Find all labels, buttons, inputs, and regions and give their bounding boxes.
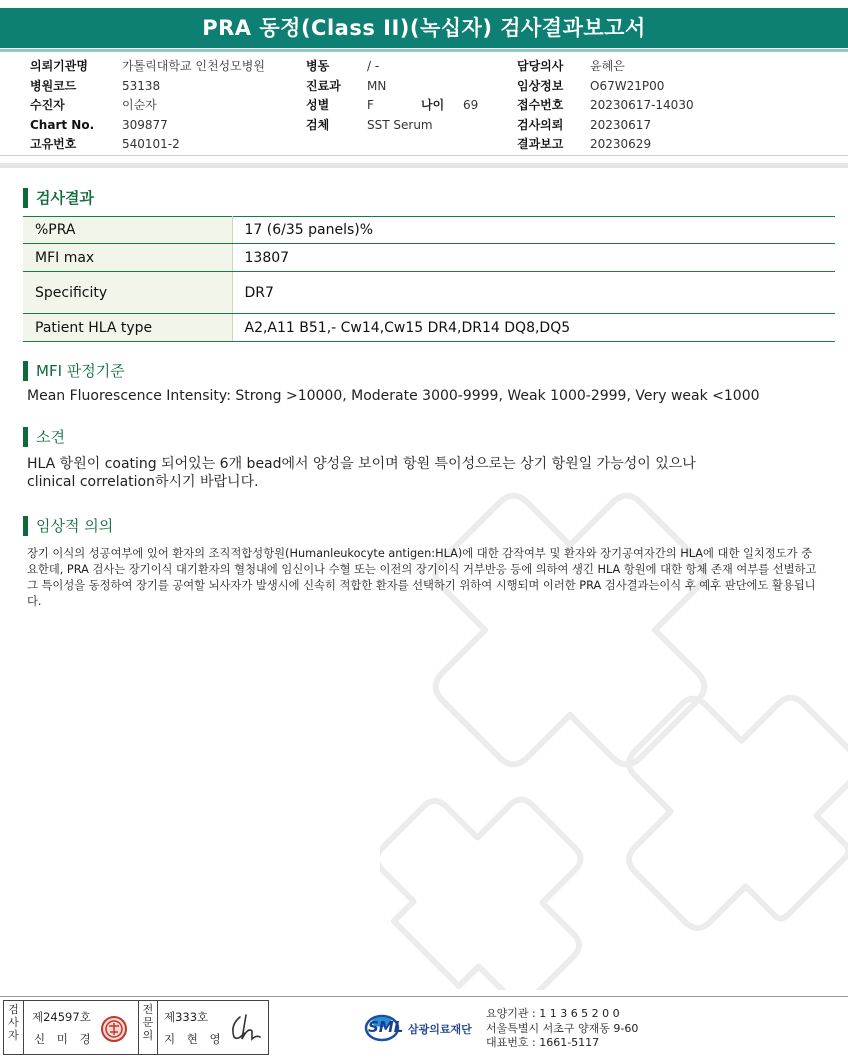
patient-info-mid	[306, 57, 517, 135]
logo-text: SML	[368, 1018, 404, 1036]
org-address: 서울특별시 서초구 양재동 9-60	[486, 1021, 639, 1035]
header-divider	[0, 163, 848, 168]
info-row: 병동 / -	[306, 59, 380, 73]
info-row: 결과보고 20230629	[517, 137, 652, 151]
signature-box	[3, 1000, 269, 1055]
report-title: PRA 동정(Class II)(녹십자) 검사결과보고서	[0, 8, 848, 48]
info-row: Chart No. 309877	[30, 117, 168, 132]
info-row: 성별 F 나이 69	[306, 98, 479, 112]
patient-info-right	[517, 57, 694, 155]
tester-name: 신 미 경	[34, 1032, 95, 1046]
confirmer-license-no: 제333호	[164, 1010, 209, 1024]
table-row: Patient HLA type A2,A11 B51,- Cw14,Cw15 DR4,DR14 DQ8,DQ5	[23, 314, 835, 342]
section-heading-mfi: MFI 판정기준	[23, 361, 125, 381]
mfi-criteria-text: Mean Fluorescence Intensity: Strong >10000, Moderate 3000-9999, Weak 1000-2999, Very weak <1000	[27, 388, 760, 404]
clinical-significance-text: 장기 이식의 성공여부에 있어 환자의 조직적합성항원(Humanleukocyte antigen:HLA)에 대한 감작여부 및 환자와 장기공여자간의 HLA에 대한 일치정도가 중요한데, PRA 검사는 장기이식 대기환자의 혈청내에 임신이나 수혈 또는 이전의 장기이식 거부반응 등에 의하여 생긴 HLA 항원에 대한 항체 존재 여부를 선별하고 그 특이성을 동정하여 장기를 공여할 뇌사자가 발생시에 신속히 적합한 환자를 선택하기 위하여 시행되며 이러한 PRA 검사결과는이식 후 예후 판단에도 활용됩니다.	[27, 547, 817, 608]
info-row: 접수번호 20230617-14030	[517, 98, 694, 112]
organization-info	[486, 1007, 638, 1051]
confirmer-name: 지 현 영	[164, 1032, 225, 1046]
info-row: 검사의뢰 20230617	[517, 117, 652, 132]
info-row: 진료과 MN	[306, 78, 387, 93]
seal-stamp-icon	[100, 1015, 128, 1043]
results-table	[23, 216, 835, 342]
tester-label: 검사자	[4, 1001, 24, 1054]
signature-icon	[226, 1011, 264, 1045]
section-heading-finding: 소견	[23, 427, 65, 447]
info-row: 고유번호 540101-2	[30, 137, 180, 151]
section-heading-clinical: 임상적 의의	[23, 516, 113, 536]
finding-text: HLA 항원이 coating 되어있는 6개 bead에서 양성을 보이며 항원 특이성으로는 상기 항원일 가능성이 있으나 clinical correlation하시기 바랍니다.	[27, 456, 696, 490]
section-heading-results: 검사결과	[23, 188, 94, 208]
table-row: MFI max 13807	[23, 244, 835, 272]
sml-logo	[364, 1008, 484, 1048]
info-row: 담당의사 윤혜은	[517, 59, 625, 73]
info-row: 병원코드 53138	[30, 78, 161, 93]
tester-license-no: 제24597호	[32, 1010, 91, 1024]
org-phone: 대표번호 : 1661-5117	[486, 1036, 600, 1049]
org-name: 삼광의료재단	[408, 1023, 472, 1036]
info-row: 검체 SST Serum	[306, 117, 433, 132]
footer-divider	[0, 996, 848, 997]
care-code: 요양기관 : 1 1 3 6 5 2 0 0	[486, 1007, 620, 1020]
info-row: 임상정보 O67W21P00	[517, 78, 665, 93]
info-row: 수진자 이순자	[30, 98, 157, 112]
info-row: 의뢰기관명 가톨릭대학교 인천성모병원	[30, 59, 265, 73]
patient-info-left	[30, 57, 265, 155]
table-row: %PRA 17 (6/35 panels)%	[23, 217, 835, 244]
confirmer-label: 전문의	[138, 1001, 158, 1054]
table-row: Specificity DR7	[23, 272, 835, 314]
